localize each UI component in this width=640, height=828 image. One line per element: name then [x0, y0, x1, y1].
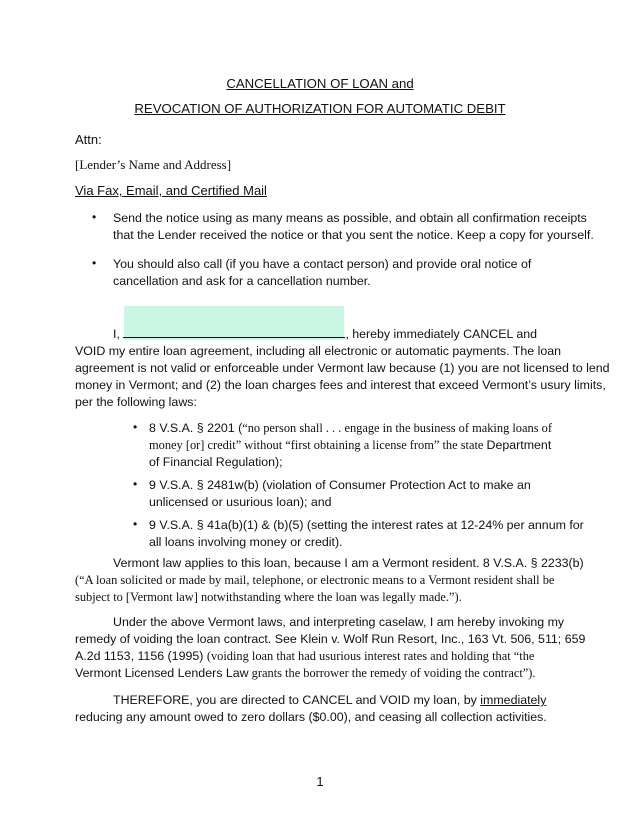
- law-2-line-1: 9 V.S.A. § 2481w(b) (violation of Consumer Protection Act to make an: [149, 478, 531, 492]
- main-line-3: money in Vermont; and (2) the loan charges fees and interest that exceed Vermont’s usury limits,: [75, 378, 606, 392]
- law-1-line-2: money [or] credit” without “first obtaining a license from” the state Department: [149, 438, 552, 452]
- law-3-line-2: all loans involving money or credit).: [149, 535, 343, 549]
- bullet-1: •: [92, 210, 97, 224]
- title-line-1: CANCELLATION OF LOAN and: [226, 76, 414, 91]
- para1-line-3: subject to [Vermont law] notwithstanding where the loan was legally made.”).: [75, 590, 462, 604]
- main-line-4: per the following laws:: [75, 395, 197, 409]
- bullet-1-line-1: Send the notice using as many means as possible, and obtain all confirmation receipts: [113, 211, 587, 225]
- para1-line-2: (“A loan solicited or made by mail, telephone, or electronic means to a Vermont resident shall be: [75, 573, 555, 587]
- law-1-line-3: of Financial Regulation);: [149, 455, 283, 469]
- lender-placeholder: [Lender’s Name and Address]: [75, 157, 232, 172]
- cancellation-statement: [113, 325, 537, 343]
- bullet-2: •: [92, 256, 97, 270]
- law-2-line-2: unlicensed or usurious loan); and: [149, 495, 332, 509]
- para3-line-1: THEREFORE, you are directed to CANCEL and VOID my loan, by immediately: [113, 693, 547, 707]
- attn-label: Attn:: [75, 132, 102, 147]
- bullet-2-line-1: You should also call (if you have a contact person) and provide oral notice of: [113, 257, 532, 271]
- title-line-2: REVOCATION OF AUTHORIZATION FOR AUTOMATIC DEBIT: [134, 101, 506, 116]
- name-blank[interactable]: [123, 325, 345, 338]
- page-number: 1: [316, 774, 324, 789]
- law-1-line-1: 8 V.S.A. § 2201 (“no person shall . . . engage in the business of making loans of: [149, 421, 552, 435]
- para2-line-3: A.2d 1153, 1156 (1995) (voiding loan that had usurious interest rates and holding that “the: [75, 649, 535, 663]
- para3-line-2: reducing any amount owed to zero dollars ($0.00), and ceasing all collection activities.: [75, 710, 547, 724]
- main-line-2: agreement is not valid or enforceable under Vermont law because (1) you are not licensed to lend: [75, 361, 610, 375]
- para2-line-1: Under the above Vermont laws, and interpreting caselaw, I am hereby invoking my: [113, 615, 565, 629]
- delivery-method: Via Fax, Email, and Certified Mail: [75, 183, 267, 198]
- law-3-line-1: 9 V.S.A. § 41a(b)(1) & (b)(5) (setting the interest rates at 12-24% per annum for: [149, 518, 584, 532]
- para2-line-4: Vermont Licensed Lenders Law grants the borrower the remedy of voiding the contract”).: [75, 666, 536, 680]
- bullet-1-line-2: that the Lender received the notice or that you sent the notice. Keep a copy for yourself.: [113, 228, 594, 242]
- law-bullet-2: •: [133, 477, 138, 491]
- para1-line-1: Vermont law applies to this loan, because I am a Vermont resident. 8 V.S.A. § 2233(b): [113, 556, 584, 570]
- i-label: I,: [113, 327, 120, 341]
- bullet-2-line-2: cancellation and ask for a cancellation number.: [113, 274, 371, 288]
- para2-line-2: remedy of voiding the loan contract. See Klein v. Wolf Run Resort, Inc., 163 Vt. 506, 511; 659: [75, 632, 586, 646]
- law-bullet-3: •: [133, 517, 138, 531]
- cancellation-text: , hereby immediately CANCEL and: [345, 327, 538, 341]
- law-bullet-1: •: [133, 420, 138, 434]
- main-line-1: VOID my entire loan agreement, including all electronic or automatic payments. The loan: [75, 344, 562, 358]
